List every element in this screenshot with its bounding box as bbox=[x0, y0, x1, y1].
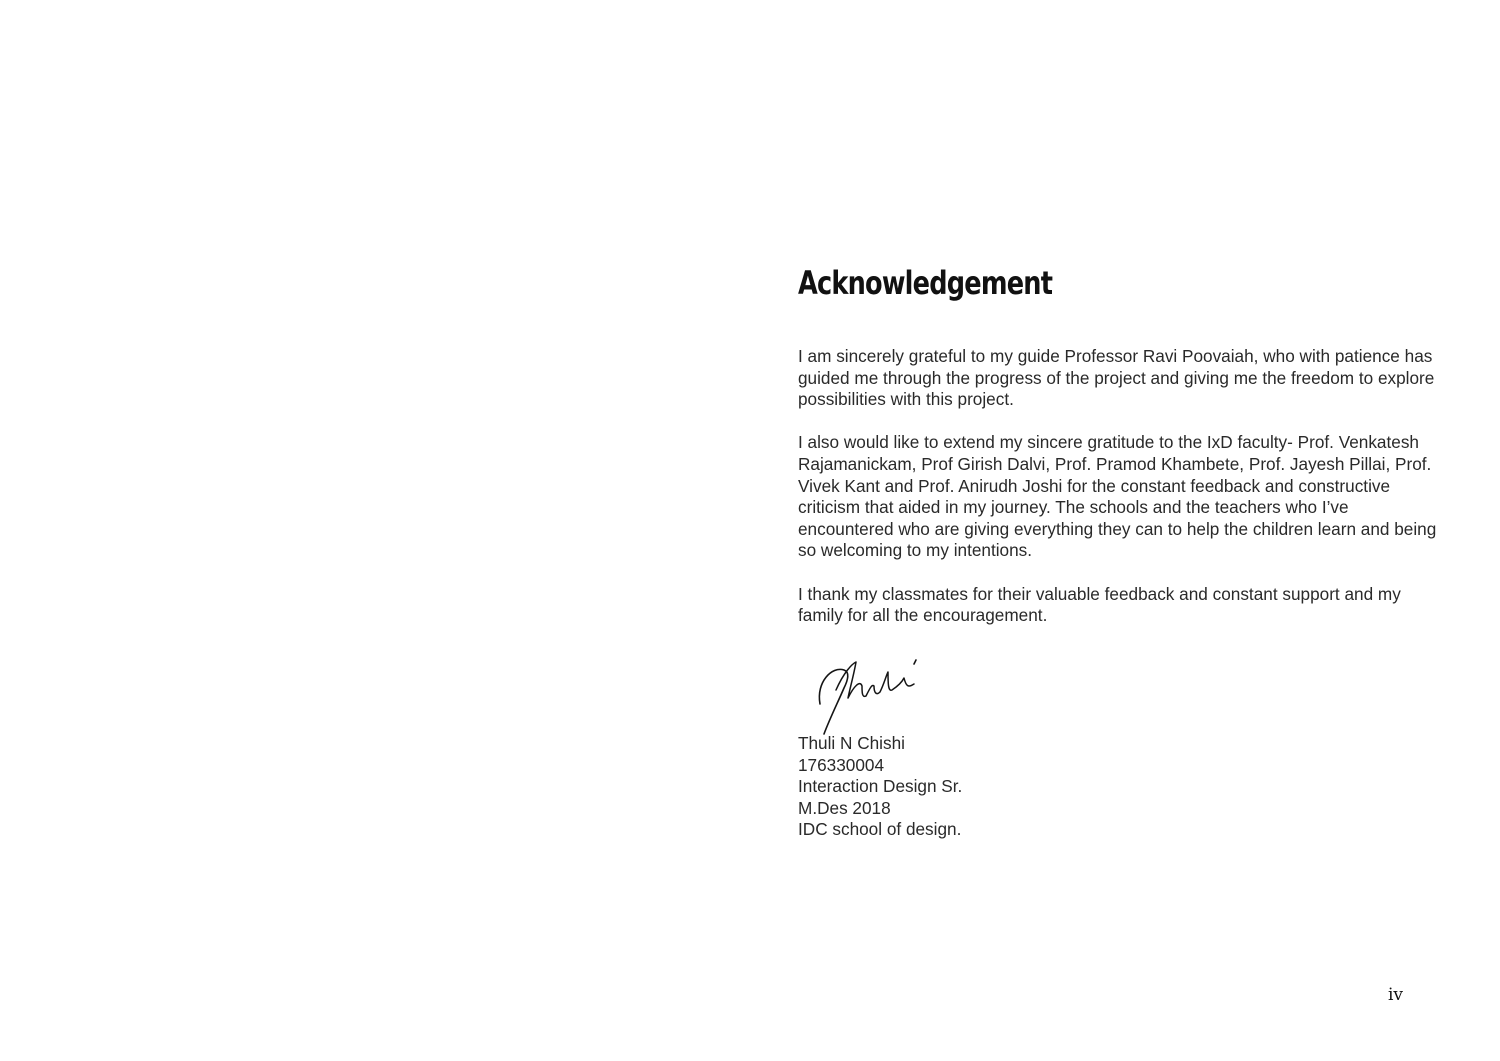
acknowledgement-body bbox=[798, 346, 1438, 627]
page-number: iv bbox=[1388, 985, 1404, 1005]
page-title: Acknowledgement bbox=[798, 264, 1053, 302]
paragraph-faculty: I also would like to extend my sincere gratitude to the IxD faculty- Prof. Venkatesh Rajamanickam, Prof Girish Dalvi, Prof. Pramod Khambete, Prof. Jayesh Pillai, Prof. Vivek Kant and Prof. Anirudh Joshi for the constant feedback and constructive criticism that aided in my journey. The schools and the teachers who I’ve encountered who are giving everything they can to help the children learn and being so welcoming to my intentions. bbox=[798, 432, 1437, 561]
handwritten-signature bbox=[810, 642, 930, 738]
paragraph-classmates: I thank my classmates for their valuable feedback and constant support and my family for all the encouragement. bbox=[798, 583, 1401, 626]
author-program: Interaction Design Sr. bbox=[798, 776, 963, 797]
author-school: IDC school of design. bbox=[798, 819, 962, 840]
author-signoff bbox=[798, 733, 962, 841]
paragraph-guide: I am sincerely grateful to my guide Professor Ravi Poovaiah, who with patience has guided me through the progress of the project and giving me the freedom to explore possibilities with this project. bbox=[798, 346, 1435, 410]
author-name: Thuli N Chishi bbox=[798, 733, 905, 753]
acknowledgement-section bbox=[798, 262, 1438, 648]
author-id: 176330004 bbox=[798, 754, 885, 775]
author-degree: M.Des 2018 bbox=[798, 797, 891, 818]
